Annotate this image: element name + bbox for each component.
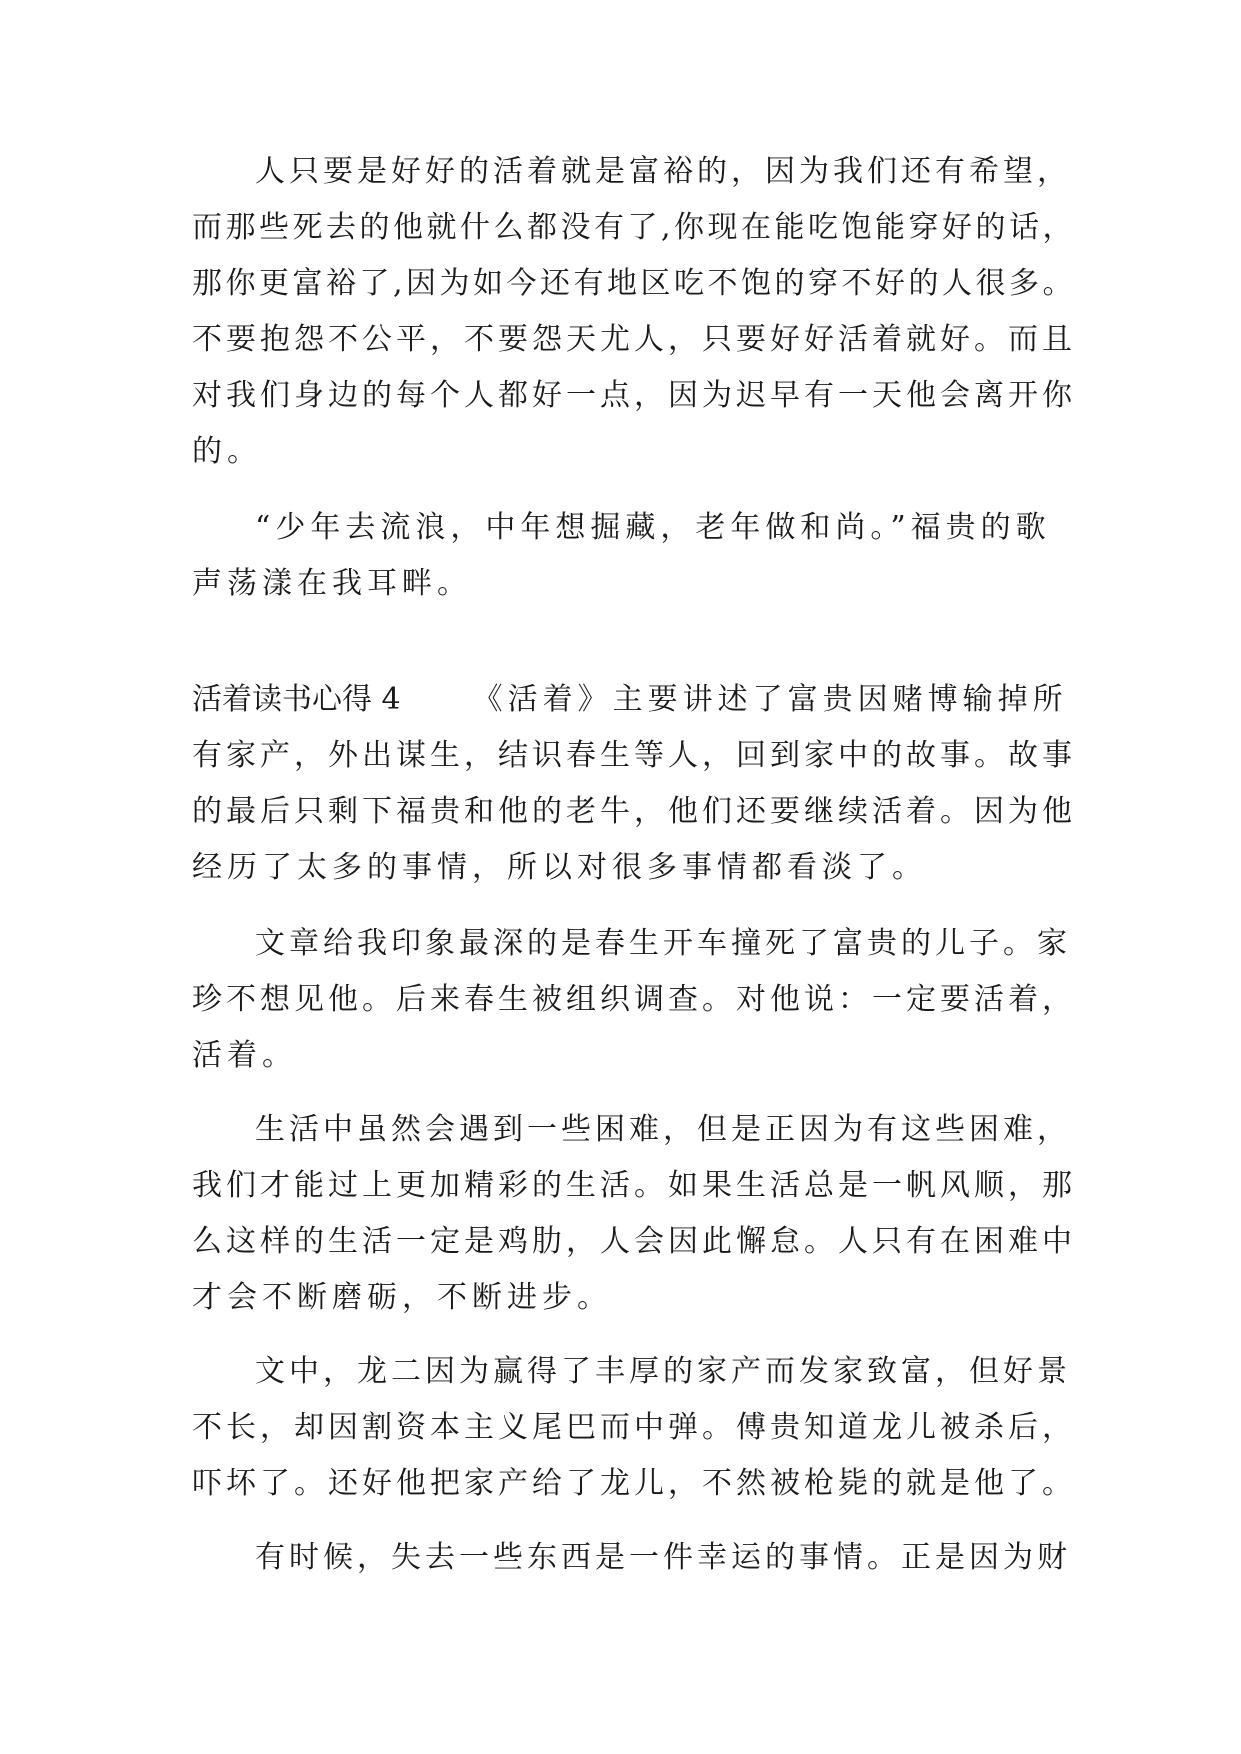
text-line: 珍不想见他。后来春生被组织调查。对他说：一定要活着， (192, 982, 1076, 1017)
text-line: 文中，龙二因为赢得了丰厚的家产而发家致富，但好景 (255, 1354, 1071, 1389)
text-line: 不长，却因割资本主义尾巴而中弹。傅贵知道龙儿被杀后， (192, 1410, 1076, 1445)
text-line: 文章给我印象最深的是春生开车撞死了富贵的儿子。家 (255, 926, 1071, 961)
text-line: “少年去流浪，中年想掘藏，老年做和尚。”福贵的歌 (255, 510, 1051, 545)
text-line: 那你更富裕了,因为如今还有地区吃不饱的穿不好的人很多。 (192, 266, 1077, 301)
text-line: 对我们身边的每个人都好一点，因为迟早有一天他会离开你 (192, 378, 1076, 413)
text-line: 的。 (192, 434, 262, 469)
section-heading-line (192, 680, 1068, 720)
text-line: 有时候，失去一些东西是一件幸运的事情。正是因为财 (255, 1540, 1071, 1575)
text-line: 活着。 (192, 1038, 297, 1073)
text-line: 的最后只剩下福贵和他的老牛，他们还要继续活着。因为他 (192, 794, 1076, 829)
text-line: 生活中虽然会遇到一些困难，但是正因为有这些困难， (255, 1112, 1071, 1147)
text-line: 有家产，外出谋生，结识春生等人，回到家中的故事。故事 (192, 738, 1076, 773)
text-line: 么这样的生活一定是鸡肋，人会因此懈怠。人只有在困难中 (192, 1224, 1076, 1259)
section-heading: 活着读书心得 4 (192, 682, 401, 717)
text-line: 经历了太多的事情，所以对很多事情都看淡了。 (192, 850, 927, 885)
text-line: 《活着》主要讲述了富贵因赌博输掉所 (472, 682, 1068, 717)
text-line: 才会不断磨砺，不断进步。 (192, 1280, 612, 1315)
text-line: 我们才能过上更加精彩的生活。如果生活总是一帆风顺，那 (192, 1168, 1076, 1203)
text-line: 不要抱怨不公平，不要怨天尤人，只要好好活着就好。而且 (192, 322, 1076, 357)
text-line: 而那些死去的他就什么都没有了,你现在能吃饱能穿好的话， (192, 210, 1077, 245)
text-line: 吓坏了。还好他把家产给了龙儿，不然被枪毙的就是他了。 (192, 1466, 1076, 1501)
text-line: 人只要是好好的活着就是富裕的，因为我们还有希望， (255, 154, 1071, 189)
text-line: 声荡漾在我耳畔。 (192, 566, 472, 601)
